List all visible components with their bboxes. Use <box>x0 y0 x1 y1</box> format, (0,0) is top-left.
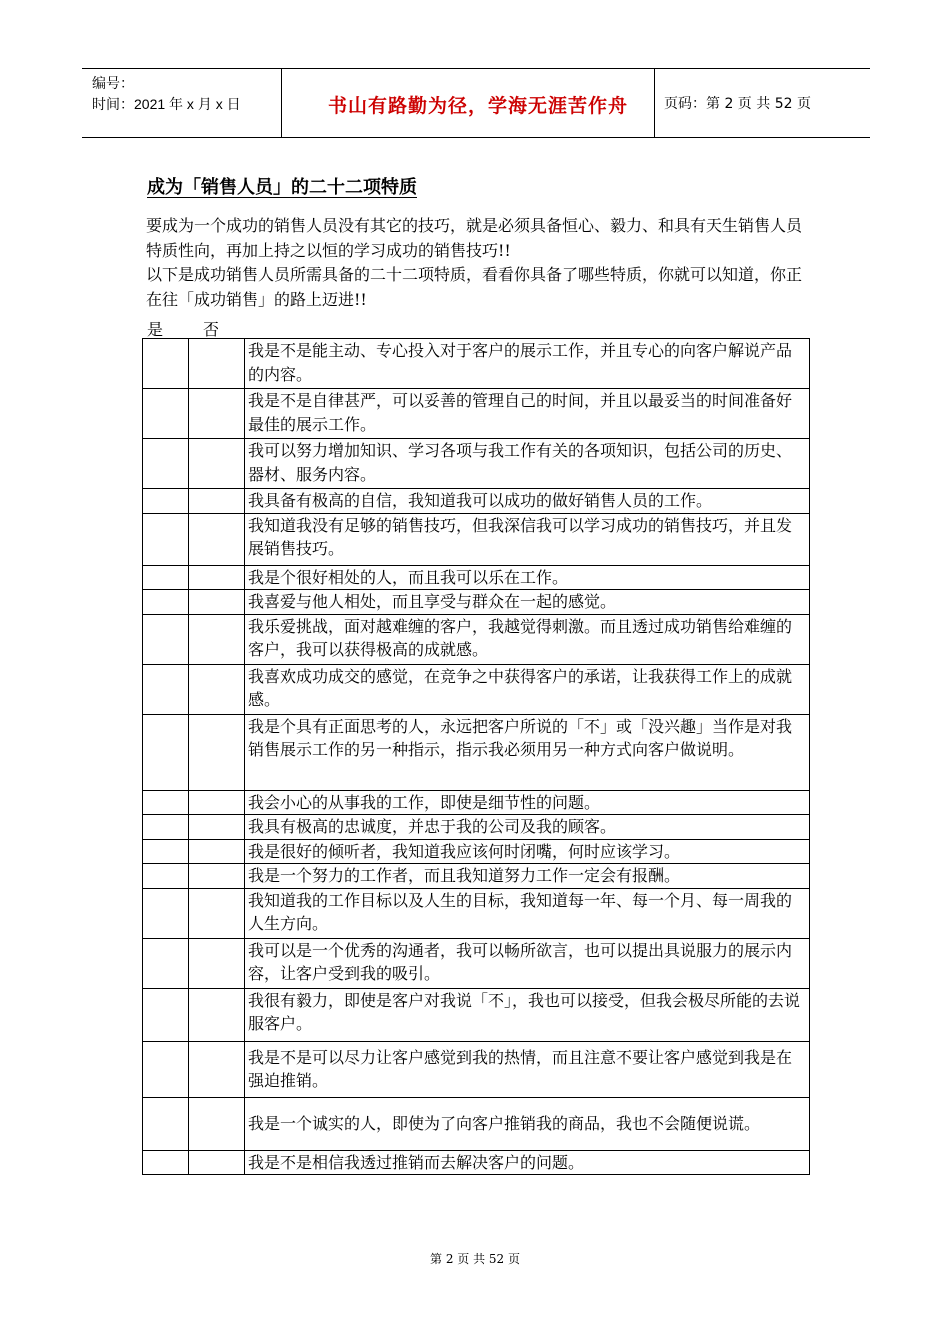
page-header <box>82 68 870 138</box>
trait-text: 我是不是相信我透过推销而去解决客户的问题。 <box>245 1150 810 1175</box>
header-divider <box>281 69 282 137</box>
no-checkbox-cell[interactable] <box>189 439 245 489</box>
no-checkbox-cell[interactable] <box>189 1150 245 1175</box>
checklist-row <box>143 888 810 938</box>
header-motto: 书山有路勤为径，学海无涯苦作舟 <box>327 95 628 117</box>
traits-checklist <box>142 338 810 1175</box>
checklist-row <box>143 590 810 615</box>
no-checkbox-cell[interactable] <box>189 1097 245 1150</box>
checklist-row <box>143 839 810 864</box>
yes-checkbox-cell[interactable] <box>143 1041 189 1097</box>
trait-text: 我具有极高的忠诚度，并忠于我的公司及我的顾客。 <box>245 815 810 840</box>
yes-checkbox-cell[interactable] <box>143 790 189 815</box>
no-checkbox-cell[interactable] <box>189 790 245 815</box>
no-checkbox-cell[interactable] <box>189 513 245 565</box>
trait-text: 我是不是可以尽力让客户感觉到我的热情，而且注意不要让客户感觉到我是在强迫推销。 <box>245 1041 810 1097</box>
yes-checkbox-cell[interactable] <box>143 439 189 489</box>
no-checkbox-cell[interactable] <box>189 714 245 790</box>
checklist-row <box>143 714 810 790</box>
checklist-row <box>143 815 810 840</box>
no-checkbox-cell[interactable] <box>189 565 245 590</box>
page-footer: 第 2 页 共 52 页 <box>430 1252 520 1266</box>
intro-paragraph: 以下是成功销售人员所需具备的二十二项特质，看看你具备了哪些特质，你就可以知道，你正在往「成功销售」的路上迈进!! <box>146 265 803 309</box>
checklist-row <box>143 988 810 1041</box>
header-meta <box>92 73 241 115</box>
no-checkbox-cell[interactable] <box>189 1041 245 1097</box>
checklist-row <box>143 439 810 489</box>
document-date: 时间：2021 年 x 月 x 日 <box>92 96 241 112</box>
checklist-row <box>143 664 810 714</box>
document-number-label: 编号： <box>92 75 134 91</box>
yes-checkbox-cell[interactable] <box>143 489 189 514</box>
no-checkbox-cell[interactable] <box>189 614 245 664</box>
header-page-info: 页码：第 2 页 共 52 页 <box>664 96 811 112</box>
intro-paragraph: 要成为一个成功的销售人员没有其它的技巧，就是必须具备恒心、毅力、和具有天生销售人员特质性向，再加上持之以恒的学习成功的销售技巧!! <box>146 216 803 260</box>
yes-checkbox-cell[interactable] <box>143 815 189 840</box>
no-checkbox-cell[interactable] <box>189 839 245 864</box>
no-checkbox-cell[interactable] <box>189 888 245 938</box>
yes-checkbox-cell[interactable] <box>143 513 189 565</box>
trait-text: 我是个很好相处的人，而且我可以乐在工作。 <box>245 565 810 590</box>
yes-checkbox-cell[interactable] <box>143 839 189 864</box>
checklist-row <box>143 565 810 590</box>
yes-checkbox-cell[interactable] <box>143 389 189 439</box>
checklist-row <box>143 614 810 664</box>
yes-checkbox-cell[interactable] <box>143 988 189 1041</box>
trait-text: 我喜爱与他人相处，而且享受与群众在一起的感觉。 <box>245 590 810 615</box>
checklist-row <box>143 1150 810 1175</box>
page-title: 成为「销售人员」的二十二项特质 <box>147 177 417 198</box>
trait-text: 我很有毅力，即使是客户对我说「不」，我也可以接受，但我会极尽所能的去说服客户。 <box>245 988 810 1041</box>
no-checkbox-cell[interactable] <box>189 988 245 1041</box>
yes-checkbox-cell[interactable] <box>143 888 189 938</box>
yes-checkbox-cell[interactable] <box>143 864 189 889</box>
trait-text: 我是不是能主动、专心投入对于客户的展示工作，并且专心的向客户解说产品的内容。 <box>245 339 810 389</box>
intro-text <box>146 214 811 312</box>
no-checkbox-cell[interactable] <box>189 815 245 840</box>
checklist-row <box>143 864 810 889</box>
yes-column-label: 是 <box>147 320 164 339</box>
trait-text: 我知道我的工作目标以及人生的目标，我知道每一年、每一个月、每一周我的人生方向。 <box>245 888 810 938</box>
yes-checkbox-cell[interactable] <box>143 339 189 389</box>
trait-text: 我是个具有正面思考的人，永远把客户所说的「不」或「没兴趣」当作是对我销售展示工作的另一种指示，指示我必须用另一种方式向客户做说明。 <box>245 714 810 790</box>
header-divider <box>654 69 655 137</box>
trait-text: 我具备有极高的自信，我知道我可以成功的做好销售人员的工作。 <box>245 489 810 514</box>
no-checkbox-cell[interactable] <box>189 389 245 439</box>
trait-text: 我喜欢成功成交的感觉，在竞争之中获得客户的承诺，让我获得工作上的成就感。 <box>245 664 810 714</box>
yes-checkbox-cell[interactable] <box>143 1097 189 1150</box>
no-checkbox-cell[interactable] <box>189 489 245 514</box>
no-checkbox-cell[interactable] <box>189 339 245 389</box>
yes-checkbox-cell[interactable] <box>143 1150 189 1175</box>
trait-text: 我是一个诚实的人，即使为了向客户推销我的商品，我也不会随便说谎。 <box>245 1097 810 1150</box>
no-checkbox-cell[interactable] <box>189 664 245 714</box>
checklist-row <box>143 389 810 439</box>
trait-text: 我可以努力增加知识、学习各项与我工作有关的各项知识，包括公司的历史、器材、服务内容。 <box>245 439 810 489</box>
no-checkbox-cell[interactable] <box>189 938 245 988</box>
no-checkbox-cell[interactable] <box>189 864 245 889</box>
yes-checkbox-cell[interactable] <box>143 938 189 988</box>
checklist-row <box>143 1097 810 1150</box>
checklist-row <box>143 339 810 389</box>
checklist-row <box>143 790 810 815</box>
checklist-row <box>143 1041 810 1097</box>
trait-text: 我是不是自律甚严，可以妥善的管理自己的时间，并且以最妥当的时间准备好最佳的展示工作。 <box>245 389 810 439</box>
yes-checkbox-cell[interactable] <box>143 664 189 714</box>
trait-text: 我知道我没有足够的销售技巧，但我深信我可以学习成功的销售技巧，并且发展销售技巧。 <box>245 513 810 565</box>
trait-text: 我可以是一个优秀的沟通者，我可以畅所欲言，也可以提出具说服力的展示内容，让客户受到我的吸引。 <box>245 938 810 988</box>
checklist-row <box>143 489 810 514</box>
no-checkbox-cell[interactable] <box>189 590 245 615</box>
no-column-label: 否 <box>203 320 220 339</box>
yes-checkbox-cell[interactable] <box>143 565 189 590</box>
checklist-row <box>143 938 810 988</box>
yes-checkbox-cell[interactable] <box>143 590 189 615</box>
trait-text: 我是很好的倾听者，我知道我应该何时闭嘴，何时应该学习。 <box>245 839 810 864</box>
trait-text: 我是一个努力的工作者，而且我知道努力工作一定会有报酬。 <box>245 864 810 889</box>
checklist-row <box>143 513 810 565</box>
yes-checkbox-cell[interactable] <box>143 614 189 664</box>
trait-text: 我乐爱挑战，面对越难缠的客户，我越觉得刺激。而且透过成功销售给难缠的客户，我可以获得极高的成就感。 <box>245 614 810 664</box>
trait-text: 我会小心的从事我的工作，即使是细节性的问题。 <box>245 790 810 815</box>
yes-checkbox-cell[interactable] <box>143 714 189 790</box>
